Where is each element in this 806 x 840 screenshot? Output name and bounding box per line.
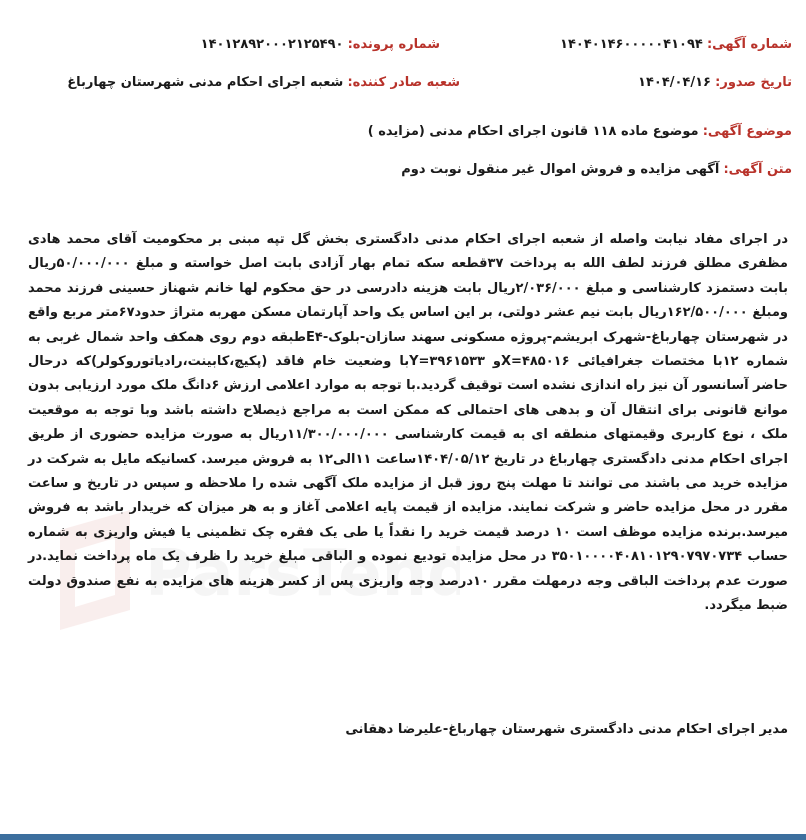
bottom-bar xyxy=(0,834,806,840)
case-number-value: ۱۴۰۱۲۸۹۲۰۰۰۲۱۲۵۴۹۰ xyxy=(200,37,344,52)
subject-label: موضوع آگهی: xyxy=(702,124,792,139)
ad-number-label: شماره آگهی: xyxy=(706,37,792,52)
issuer-value: شعبه اجرای احکام مدنی شهرستان چهارباغ xyxy=(67,75,344,90)
signature: مدیر اجرای احکام مدنی دادگستری شهرستان چهارباغ-علیرضا دهقانی xyxy=(345,722,788,737)
watermark-text: ParsTend xyxy=(145,537,460,611)
ad-number-value: ۱۴۰۴۰۱۴۶۰۰۰۰۰۴۱۰۹۴ xyxy=(560,37,703,52)
subject-value: موضوع ماده ۱۱۸ قانون اجرای احکام مدنی (مزایده ) xyxy=(367,124,699,139)
subject-field xyxy=(368,124,792,139)
notice-text-label: متن آگهی: xyxy=(723,162,792,177)
notice-title: آگهی مزایده و فروش اموال غیر منقول نوبت دوم xyxy=(401,162,720,177)
notice-body: در اجرای مفاد نیابت واصله از شعبه اجرای احکام مدنی دادگستری بخش گل تپه مبنی بر محکومیت آقای محمد هادی مظفری مطلق فرزند لطف الله به پرداخت ۳۷قطعه سکه تمام بهار آزادی بابت اصل خواسته و مبلغ ۵۰/۰۰۰/۰۰۰ریال بابت دستمزد کارشناسی و مبلغ ۲/۰۳۶/۰۰۰ریال بابت هزینه دادرسی در حق محکوم لها خانم شهناز حسینی فرزند محمد ومبلغ ۱۶۲/۵۰۰/۰۰۰ریال بابت نیم عشر دولتی، بر این اساس یک واحد آپارتمان مسکن مهربه متراژ حدود۶۷متر مربع واقع در شهرستان چهارباغ-شهرک ابریشم-پروژه مسکونی سهند سازان-بلوک-E۴طبقه دوم روی همکف واحد شمال غربی به شماره ۱۲با مختصات جغرافیائی ۴۸۵۰۱۶=Xو ۳۹۶۱۵۳۳=Yبا وضعیت خام فاقد (پکیچ،کابینت،رادیاتوروکولر)که درحال حاضر آسانسور آن نیز راه اندازی نشده است توقیف گردید.با توجه به موارد اعلامی ارزش ۶دانگ ملک مورد ارزیابی بدون موانع قانونی برای انتقال آن و بدهی های احتمالی که ممکن است به مراجع ذیصلاح داشته باشد وبا توجه به موقعیت ملک ، نوع کاربری وقیمتهای منطقه ای به قیمت کارشناسی ۱۱/۳۰۰/۰۰۰/۰۰۰ریال به صورت مزایده حضوری از طریق اجرای احکام مدنی دادگستری چهارباغ در تاریخ ۱۴۰۴/۰۵/۱۲ساعت ۱۱الی۱۲ به فروش میرسد. کسانیکه مایل به شرکت در مزایده خرید می باشند می توانند تا مهلت پنج روز قبل از مزایده ملک آگهی شده را ملاحظه و سپس در تاریخ و ساعت مقرر در محل مزایده حاضر و شرکت نمایند. مزایده از قیمت پایه اعلامی آغاز و به هر میزان که خریدار باشد به فروش میرسد.برنده مزایده موظف است ۱۰ درصد قیمت خرید را نقداً یا طی یک فقره چک تظمینی یا فیش واریزی به شماره حساب ۳۵۰۱۰۰۰۰۴۰۸۱۰۱۲۹۰۷۹۷۰۷۳۴ در محل مزایده تودیع نموده و الباقی مبلغ خرید را ظرف یک ماه پرداخت نماید.در صورت عدم پرداخت الباقی وجه درمهلت مقرر ۱۰درصد وجه واریزی پس از کسر هزینه های مزایده به نفع صندوق دولت ضبط میگردد. xyxy=(28,232,788,614)
issuer-field xyxy=(67,75,460,90)
case-number-label: شماره پرونده: xyxy=(347,37,440,52)
issue-date-label: تاریخ صدور: xyxy=(715,75,792,90)
notice-text-field xyxy=(401,162,792,177)
issue-date-value: ۱۴۰۴/۰۴/۱۶ xyxy=(638,75,711,90)
issue-date-field xyxy=(638,75,792,90)
ad-number-field xyxy=(560,37,792,52)
issuer-label: شعبه صادر کننده: xyxy=(347,75,460,90)
case-number-field xyxy=(201,37,440,52)
